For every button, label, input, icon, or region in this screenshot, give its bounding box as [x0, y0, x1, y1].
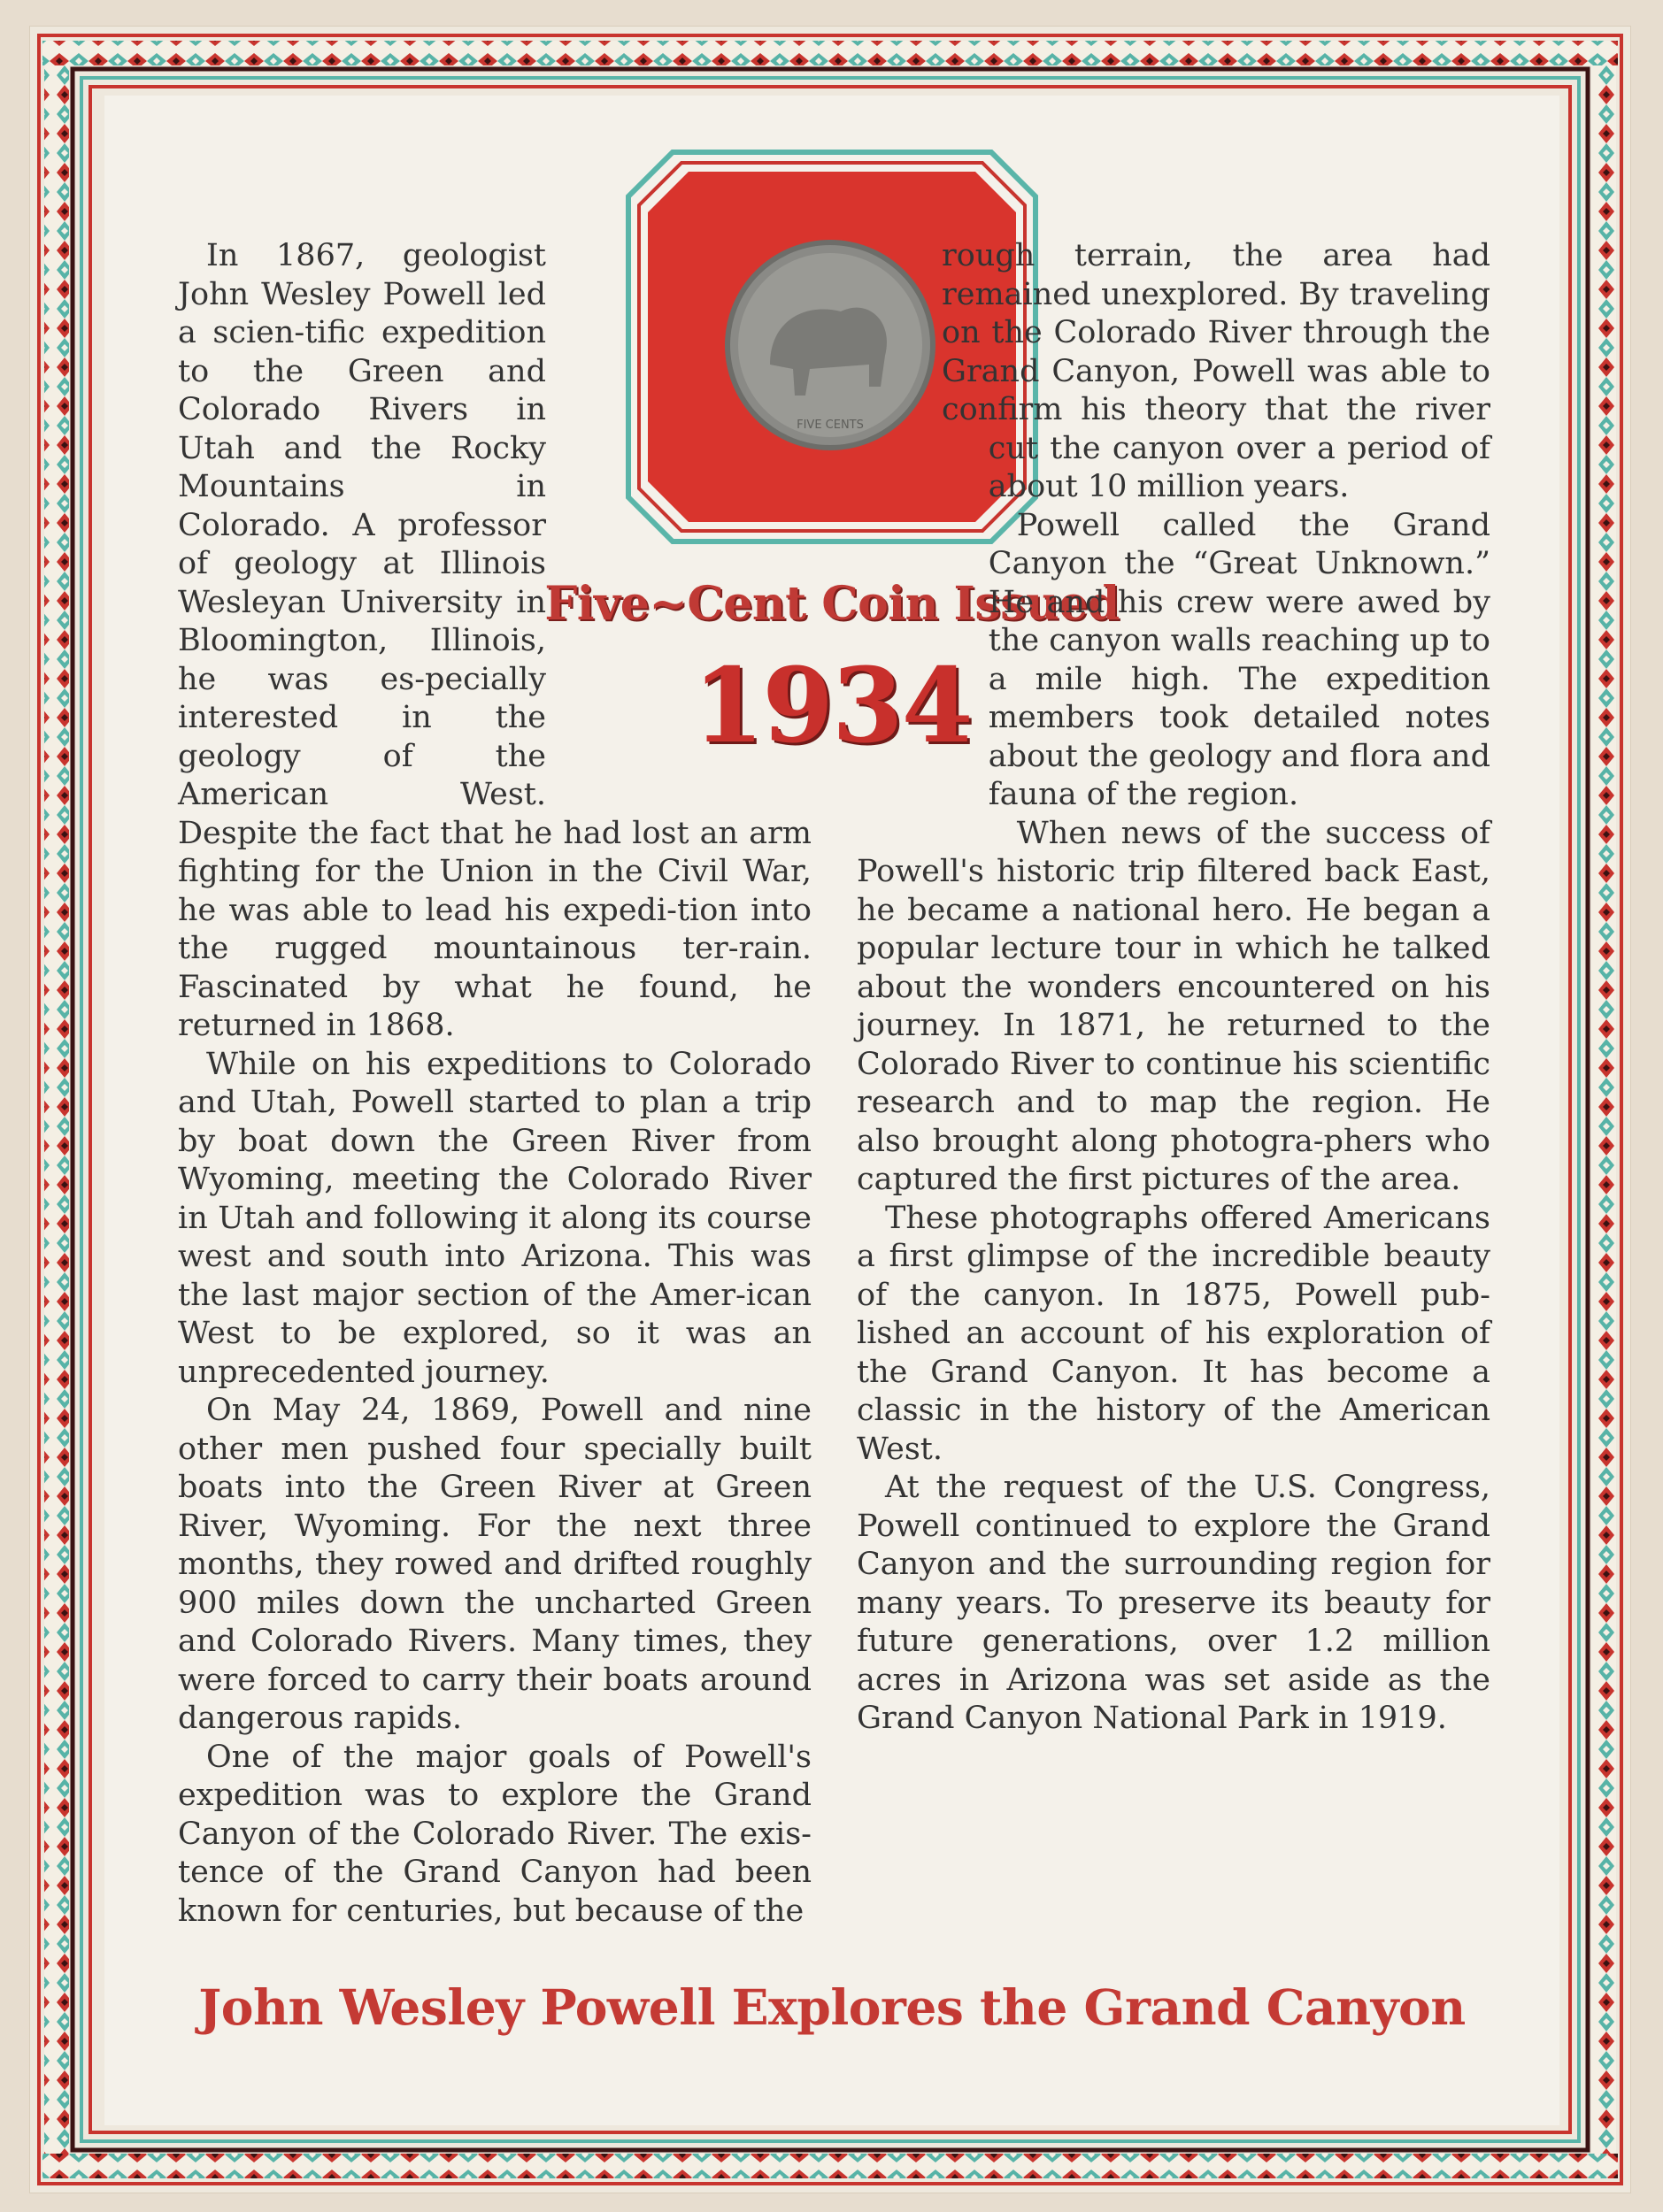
left-column [178, 237, 812, 1931]
coin-issue-subtitle: Five~Cent Coin Issued [544, 577, 1120, 631]
right-column [857, 237, 1490, 1739]
issue-year: 1934 [692, 646, 972, 766]
paragraph: When news of the success of Powell's historic trip filtered back East, he became a national hero. He began a popular lecture tour in which he talked about the wonders encountered on his journey. In 1871, he returned to the Colorado River to continue his scientific research and to map the region. He also brought along photogra-phers who captured the first pictures of the area. [857, 815, 1490, 1197]
paragraph: One of the major goals of Powell's expedition was to explore the Grand Canyon of the Colorado River. The exis-tence of the Grand Canyon had been known for centuries, but because of the [178, 1739, 812, 1929]
paragraph: Powell called the Grand Canyon the “Great Unknown.” He and his crew were awed by the canyon walls reaching up to a mile high. The expedition members took detailed notes about the geology and flora and fauna of the region. [988, 507, 1490, 812]
paragraph: These photographs offered Americans a first glimpse of the incredible beauty of the canyon. In 1875, Powell pub-lished an account of his exploration of the Grand Canyon. It has become a classic in the history of the American West. [857, 1200, 1490, 1467]
coin-inscription: FIVE CENTS [797, 419, 864, 432]
paragraph: While on his expeditions to Colorado and Utah, Powell started to plan a trip by boat down the Green River from Wyoming, meeting the Colorado River in Utah and following it along its course west and south into Arizona. This was the last major section of the Amer-ican West to be explored, so it was an unprecedented journey. [178, 1046, 812, 1390]
page-title: John Wesley Powell Explores the Grand Canyon [198, 1978, 1466, 2036]
paragraph: rough terrain, the area had remained unexplored. By traveling on the Colorado River through the Grand Canyon, Powell was able to confirm his theory that the river cut the canyon over a period of about 10 million years. [942, 238, 1490, 504]
paragraph: In 1867, geologist John Wesley Powell led a scien-tific expedition to the Green and Colorado Rivers in Utah and the Rocky Mountains in Colorado. A professor of geology at Illinois Wesleyan University in Bloomington, Illinois, he was es-pecially interested in the geology of the American West. Despite the fact that he had lost an arm fighting for the Union in the Civil War, he was able to lead his expedi-tion into the rugged mountainous ter-rain. Fascinated by what he found, he returned in 1868. [178, 238, 812, 1043]
paragraph: At the request of the U.S. Congress, Powell continued to explore the Grand Canyon and the surrounding region for many years. To preserve its beauty for future generations, over 1.2 million acres in Arizona was set aside as the Grand Canyon National Park in 1919. [857, 1470, 1490, 1736]
paragraph: On May 24, 1869, Powell and nine other men pushed four specially built boats into the Green River at Green River, Wyoming. For the next three months, they rowed and drifted roughly 900 miles down the uncharted Green and Colorado Rivers. Many times, they were forced to carry their boats around dangerous rapids. [178, 1393, 812, 1736]
